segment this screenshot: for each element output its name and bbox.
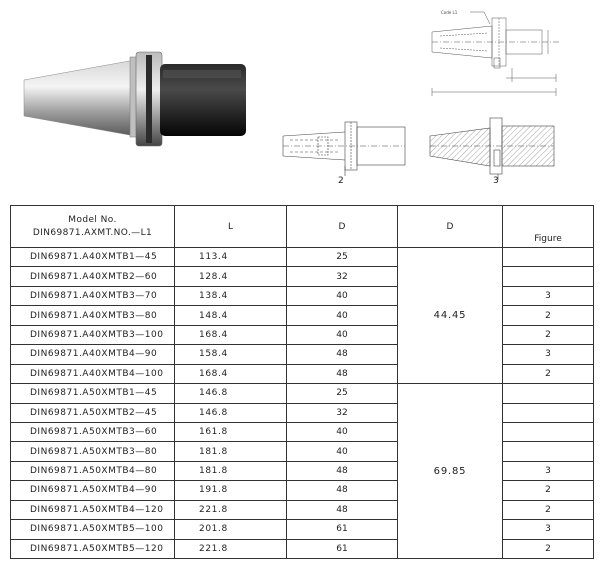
model-cell: DIN69871.A50XMTB2—45 (11, 403, 175, 422)
header-d-shank: D (398, 206, 503, 248)
table-row (11, 306, 594, 325)
model-cell: DIN69871.A50XMTB3—60 (11, 422, 175, 441)
figure-area (0, 0, 613, 200)
figure-cell: 3 (503, 520, 594, 539)
model-cell: DIN69871.A50XMTB3—80 (11, 442, 175, 461)
l-cell: 148.4 (175, 306, 287, 325)
d-cell: 25 (287, 248, 398, 267)
d-cell: 40 (287, 306, 398, 325)
l-cell: 201.8 (175, 520, 287, 539)
model-cell: DIN69871.A40XMTB2—60 (11, 267, 175, 286)
table-row (11, 520, 594, 539)
l-cell: 221.8 (175, 500, 287, 519)
l-cell: 113.4 (175, 248, 287, 267)
model-cell: DIN69871.A40XMTB3—80 (11, 306, 175, 325)
model-cell: DIN69871.A50XMTB4—120 (11, 500, 175, 519)
l-cell: 168.4 (175, 325, 287, 344)
d-cell: 40 (287, 422, 398, 441)
table-row (11, 286, 594, 305)
drawing-figure-2 (283, 122, 405, 176)
model-cell: DIN69871.A40XMTB3—70 (11, 286, 175, 305)
d-cell: 48 (287, 481, 398, 500)
header-model-no (11, 206, 175, 248)
figure-cell: 3 (503, 461, 594, 480)
l-cell: 128.4 (175, 267, 287, 286)
header-model-line2: DIN69871.AXMT.NO.—L1 (32, 227, 153, 238)
d-cell: 48 (287, 364, 398, 383)
model-cell: DIN69871.A50XMTB4—80 (11, 461, 175, 480)
figure-cell: 3 (503, 345, 594, 364)
d-cell: 40 (287, 442, 398, 461)
d-cell: 25 (287, 384, 398, 403)
table-header-row (11, 206, 594, 248)
d-cell: 32 (287, 403, 398, 422)
figure-cell: 2 (503, 325, 594, 344)
header-l: L (175, 206, 287, 248)
header-model-line1: Model No. (68, 214, 117, 225)
figure-cell: 2 (503, 539, 594, 558)
d-cell: 40 (287, 325, 398, 344)
d-cell: 48 (287, 345, 398, 364)
figure-3-label: 3 (493, 176, 499, 186)
l-cell: 138.4 (175, 286, 287, 305)
figure-cell (503, 384, 594, 403)
model-cell: DIN69871.A50XMTB5—100 (11, 520, 175, 539)
table-row (11, 267, 594, 286)
l-cell: 221.8 (175, 539, 287, 558)
table-row (11, 345, 594, 364)
l-cell: 161.8 (175, 422, 287, 441)
group-d-cell: 69.85 (398, 384, 503, 559)
table-row (11, 442, 594, 461)
figure-cell: 2 (503, 364, 594, 383)
tool-holder-photo (24, 52, 246, 146)
drawings-svg (0, 0, 613, 200)
model-cell: DIN69871.A40XMTB4—100 (11, 364, 175, 383)
model-cell: DIN69871.A50XMTB5—120 (11, 539, 175, 558)
figure-cell: 2 (503, 481, 594, 500)
model-cell: DIN69871.A50XMTB1—45 (11, 384, 175, 403)
figure-cell: 3 (503, 286, 594, 305)
spec-table (10, 205, 594, 559)
l-cell: 168.4 (175, 364, 287, 383)
l-cell: 181.8 (175, 442, 287, 461)
figure-cell (503, 267, 594, 286)
table-row (11, 403, 594, 422)
l-cell: 158.4 (175, 345, 287, 364)
d-cell: 32 (287, 267, 398, 286)
table-row (11, 364, 594, 383)
l-cell: 146.8 (175, 384, 287, 403)
table-row (11, 325, 594, 344)
figure-cell (503, 403, 594, 422)
l-cell: 146.8 (175, 403, 287, 422)
model-cell: DIN69871.A50XMTB4—90 (11, 481, 175, 500)
d-cell: 61 (287, 539, 398, 558)
model-cell: DIN69871.A40XMTB3—100 (11, 325, 175, 344)
d-cell: 48 (287, 500, 398, 519)
model-cell: DIN69871.A40XMTB1—45 (11, 248, 175, 267)
d-cell: 61 (287, 520, 398, 539)
group-d-cell: 44.45 (398, 248, 503, 384)
d-cell: 40 (287, 286, 398, 305)
table-row (11, 539, 594, 558)
callout-text: Code L1 (441, 10, 458, 15)
figure-cell: 2 (503, 306, 594, 325)
l-cell: 181.8 (175, 461, 287, 480)
drawing-main-dimension (432, 12, 560, 96)
table-row (11, 248, 594, 267)
d-cell: 48 (287, 461, 398, 480)
table-row (11, 384, 594, 403)
figure-2-label: 2 (338, 176, 344, 186)
header-figure: Figure (503, 206, 594, 248)
drawing-figure-3 (430, 118, 554, 180)
figure-cell: 2 (503, 500, 594, 519)
model-cell: DIN69871.A40XMTB4—90 (11, 345, 175, 364)
figure-cell (503, 422, 594, 441)
table-row (11, 461, 594, 480)
table-row (11, 500, 594, 519)
figure-cell (503, 248, 594, 267)
table-row (11, 422, 594, 441)
l-cell: 191.8 (175, 481, 287, 500)
figure-cell (503, 442, 594, 461)
header-d: D (287, 206, 398, 248)
table-row (11, 481, 594, 500)
